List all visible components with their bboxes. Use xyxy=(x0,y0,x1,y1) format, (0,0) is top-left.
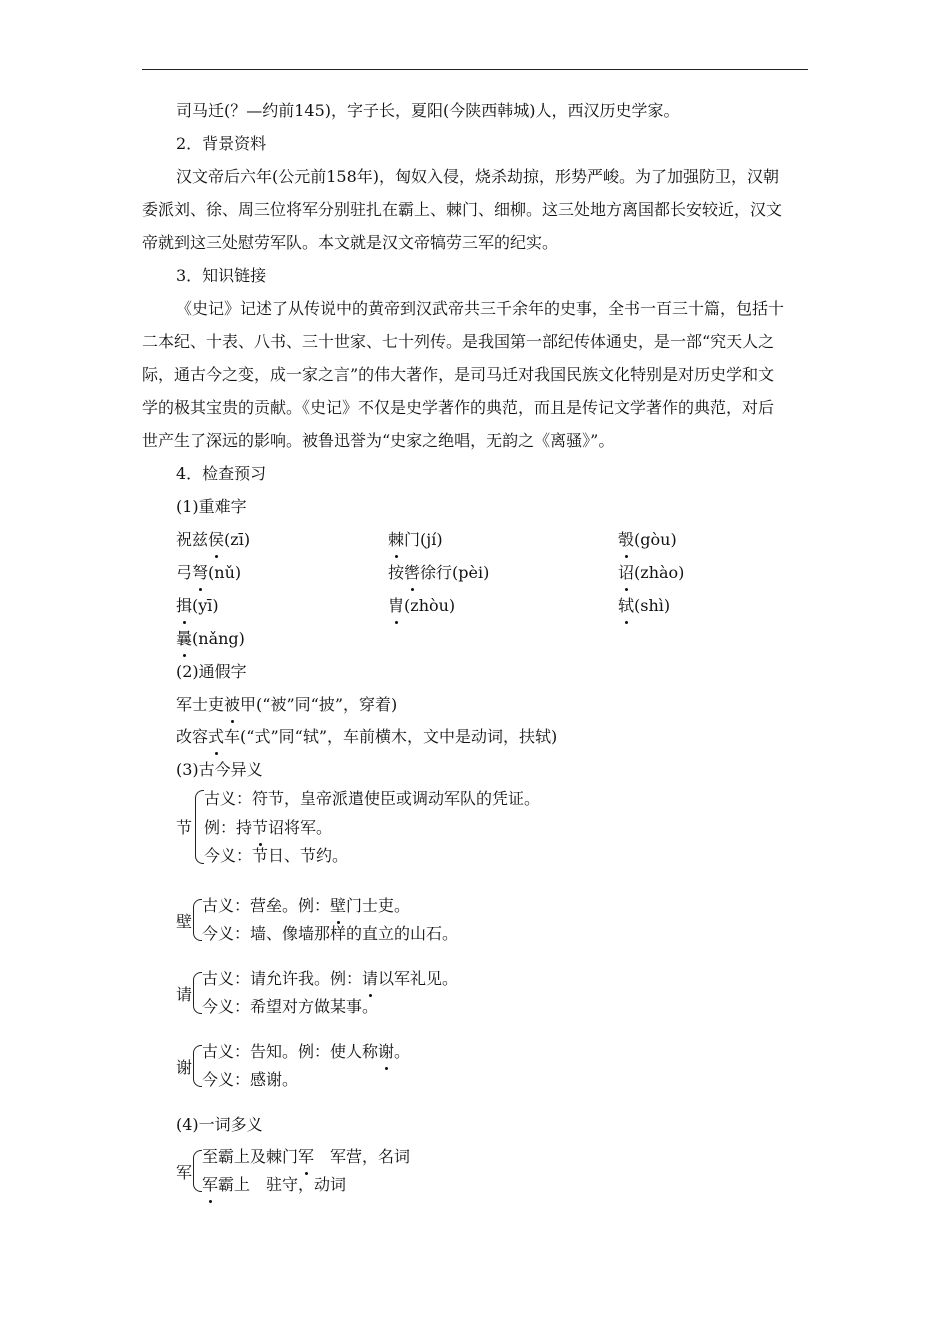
gujin-line: 今义：希望对方做某事。 xyxy=(202,997,379,1016)
paragraph-line: 《史记》记述了从传说中的黄帝到汉武帝共三千余年的史事，全书一百三十篇，包括十 xyxy=(176,299,785,318)
subsection-title: (3)古今异义 xyxy=(176,760,263,779)
subsection-title: (2)通假字 xyxy=(176,662,247,681)
paragraph-line: 帝就到这三处慰劳军队。本文就是汉文帝犒劳三军的纪实。 xyxy=(142,233,559,252)
header-rule xyxy=(142,69,808,70)
brace xyxy=(193,972,202,1014)
paragraph-line: 二本纪、十表、八书、三十世家、七十列传。是我国第一部纪传体通史，是一部“究天人之 xyxy=(142,332,775,351)
gujin-line: 例：持节诏将军。 xyxy=(204,815,332,841)
gujin-word: 节 xyxy=(176,818,193,837)
key-char-item: 祝兹侯(zī) xyxy=(176,527,250,553)
duoyi-line: 军霸上 驻守，动词 xyxy=(202,1172,346,1198)
key-char-item: 弓弩(nǔ) xyxy=(176,560,241,586)
gujin-line: 古义：符节，皇帝派遣使臣或调动军队的凭证。 xyxy=(204,789,541,808)
gujin-line: 古义：请允许我。例：请以军礼见。 xyxy=(202,966,458,992)
gujin-word: 请 xyxy=(176,985,193,1004)
tongjia-item: 军士吏被甲(“被”同“披”，穿着) xyxy=(176,692,856,718)
brace xyxy=(195,790,204,864)
section-3-title: 3．知识链接 xyxy=(176,266,267,285)
tongjia-item: 改容式车(“式”同“轼”，车前横木，文中是动词，扶轼) xyxy=(176,724,856,750)
brace xyxy=(193,1150,202,1192)
brace xyxy=(193,899,202,941)
subsection-title: (1)重难字 xyxy=(176,497,247,516)
key-char-item: 彀(gòu) xyxy=(618,527,677,553)
section-4-title: 4．检查预习 xyxy=(176,464,267,483)
key-char-item: 胄(zhòu) xyxy=(388,593,455,619)
gujin-line: 今义：感谢。 xyxy=(202,1070,299,1089)
gujin-line: 今义：墙、像墙那样的直立的山石。 xyxy=(202,924,459,943)
author-intro: 司马迁(？—约前145)，字子长，夏阳(今陕西韩城)人，西汉历史学家。 xyxy=(176,101,680,120)
paragraph-line: 汉文帝后六年(公元前158年)，匈奴入侵，烧杀劫掠，形势严峻。为了加强防卫，汉朝 xyxy=(176,167,780,186)
gujin-line: 古义：告知。例：使人称谢。 xyxy=(202,1039,410,1065)
section-2-title: 2．背景资料 xyxy=(176,134,267,153)
paragraph-line: 委派刘、徐、周三位将军分别驻扎在霸上、棘门、细柳。这三处地方离国都长安较近，汉文 xyxy=(142,200,783,219)
key-char-item: 棘门(jí) xyxy=(388,527,443,553)
duoyi-line: 至霸上及棘门军 军营，名词 xyxy=(202,1144,410,1170)
key-char-item: 轼(shì) xyxy=(618,593,670,619)
brace xyxy=(193,1045,202,1087)
gujin-line: 今义：节日、节约。 xyxy=(204,846,349,865)
gujin-word: 谢 xyxy=(176,1058,193,1077)
key-char-item: 曩(nǎng) xyxy=(176,626,245,652)
paragraph-line: 际，通古今之变，成一家之言”的伟大著作，是司马迁对我国民族文化特别是对历史学和文 xyxy=(142,365,775,384)
paragraph-line: 世产生了深远的影响。被鲁迅誉为“史家之绝唱，无韵之《离骚》”。 xyxy=(142,431,615,450)
key-char-item: 按辔徐行(pèi) xyxy=(388,560,489,586)
key-char-item: 揖(yī) xyxy=(176,593,219,619)
gujin-word: 壁 xyxy=(176,912,193,931)
gujin-line: 古义：营垒。例：壁门士吏。 xyxy=(202,893,410,919)
paragraph-line: 学的极其宝贵的贡献。《史记》不仅是史学著作的典范，而且是传记文学著作的典范，对后 xyxy=(142,398,775,417)
key-char-item: 诏(zhào) xyxy=(618,560,684,586)
duoyi-word: 军 xyxy=(176,1163,193,1182)
subsection-title: (4)一词多义 xyxy=(176,1115,263,1134)
